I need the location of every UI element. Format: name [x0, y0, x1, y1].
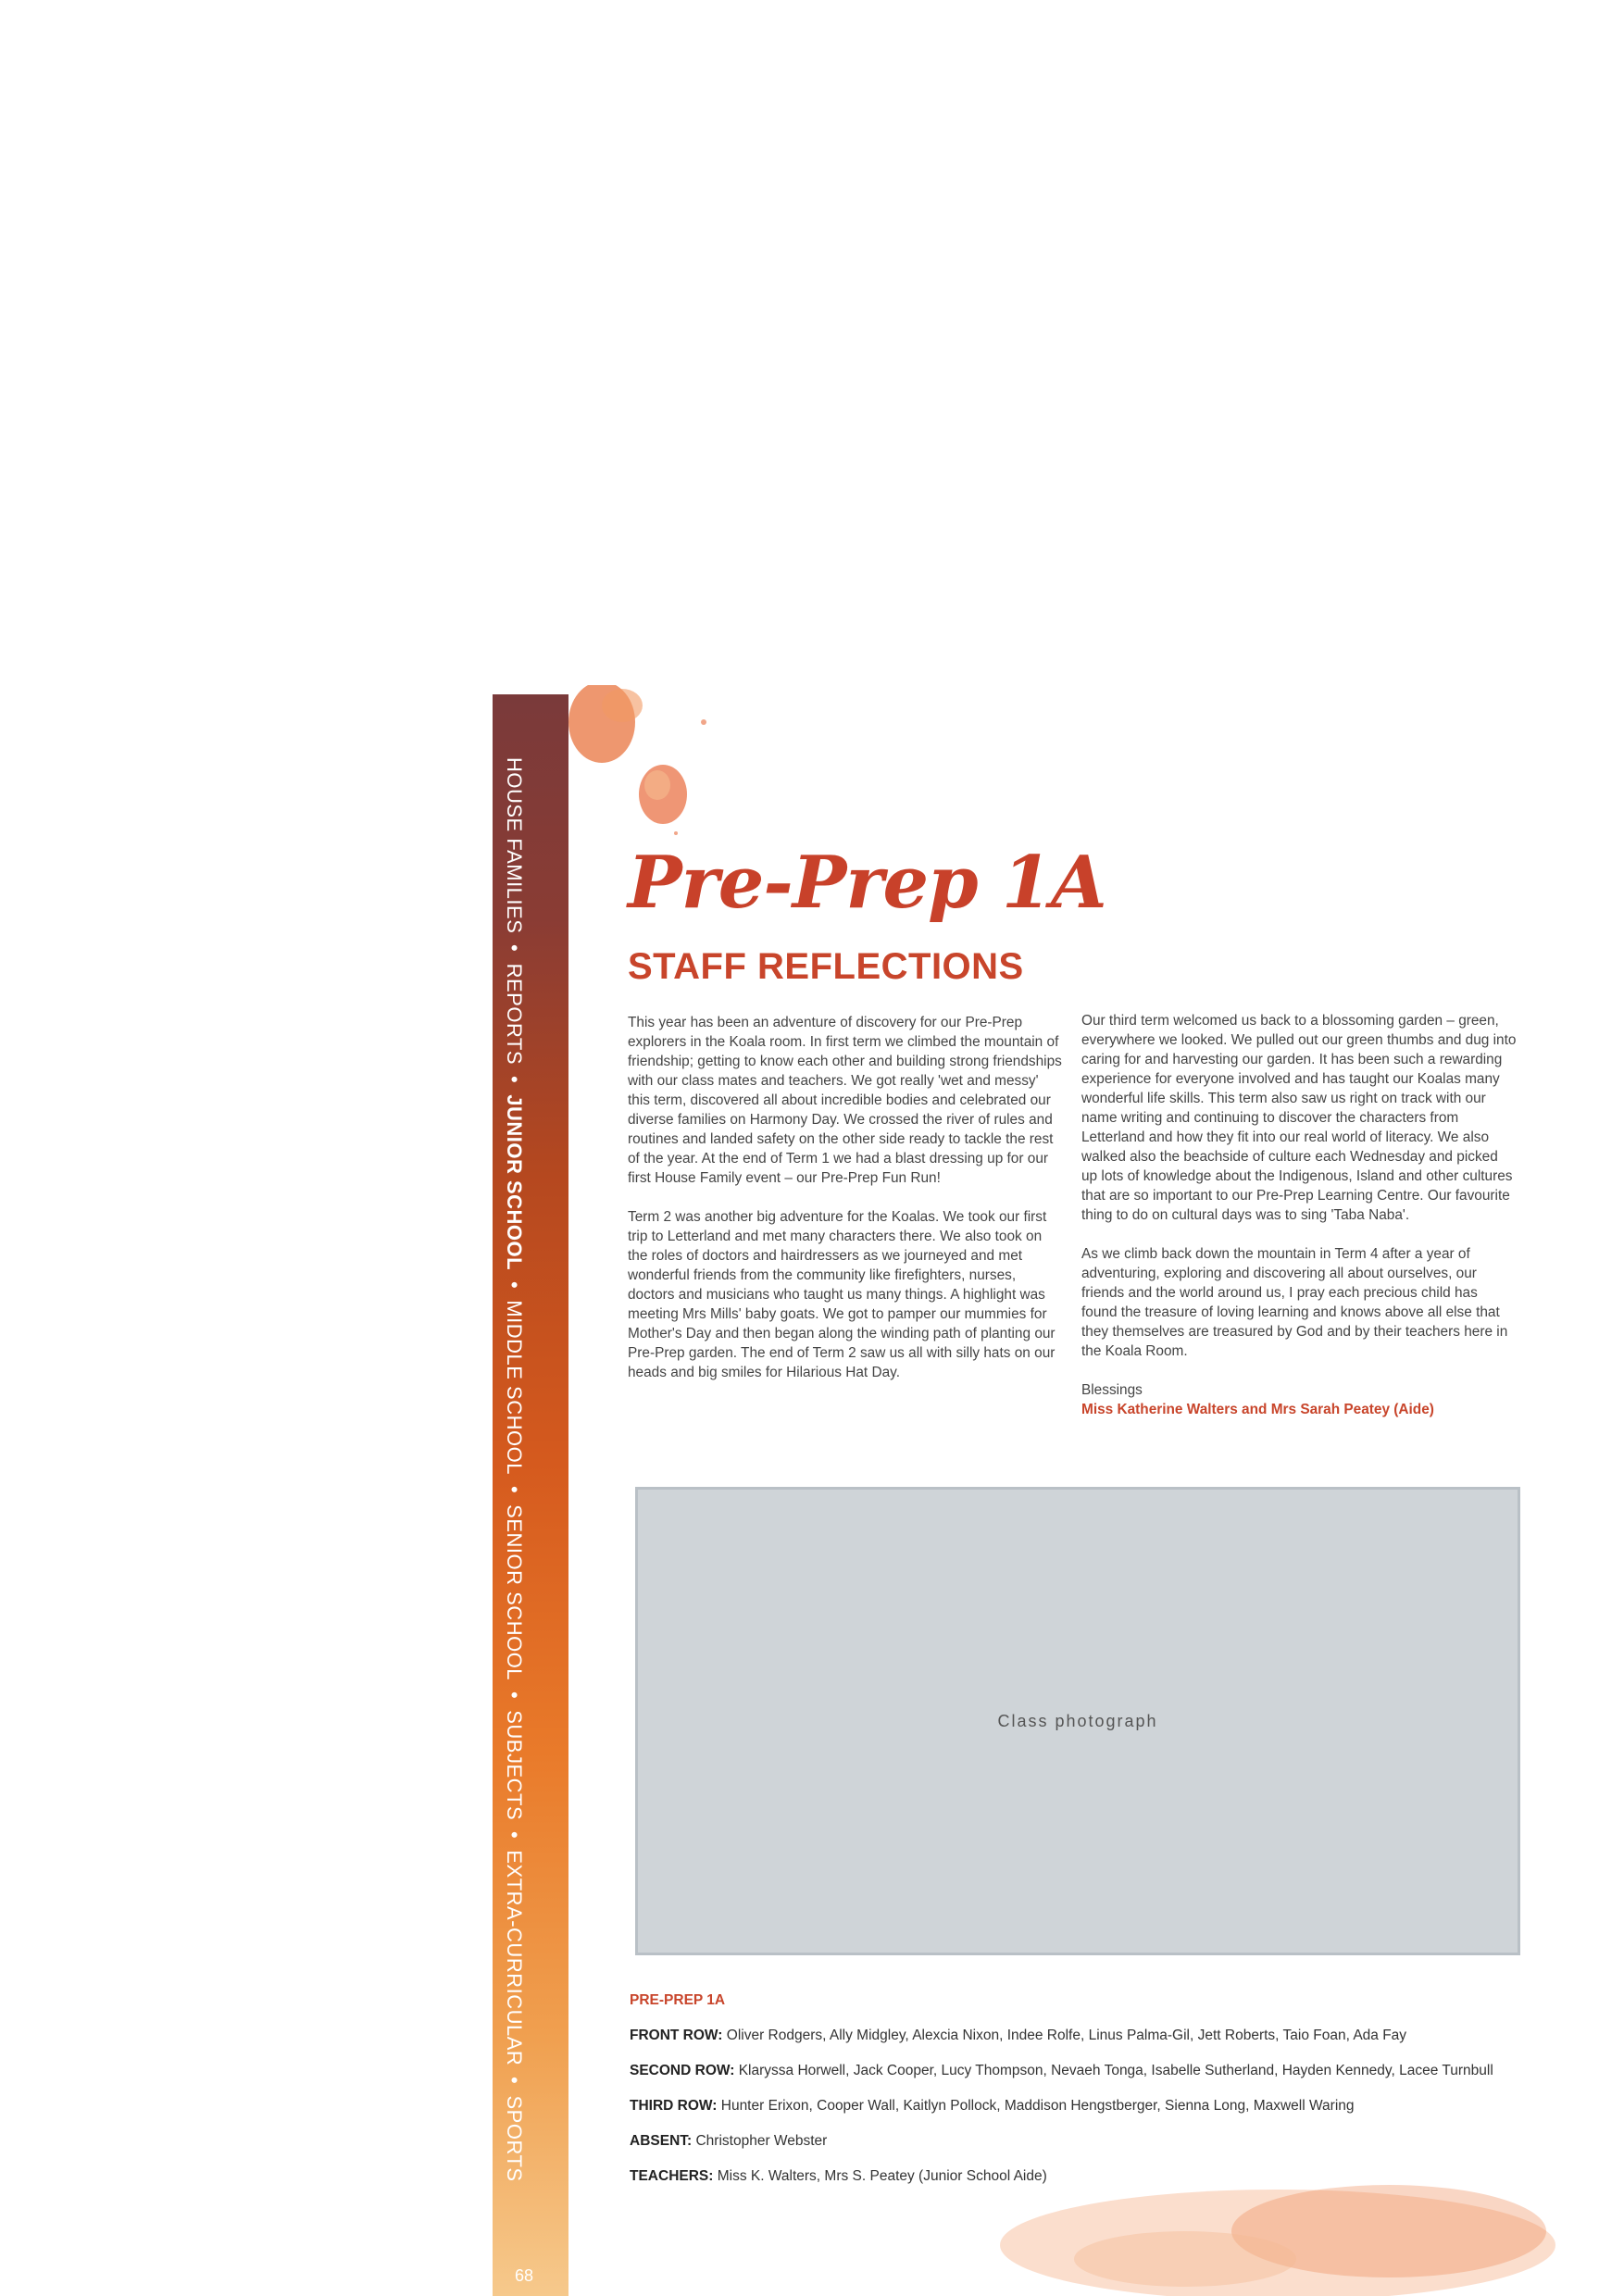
nav-separator: •	[503, 1076, 526, 1084]
roster-label: THIRD ROW:	[630, 2098, 718, 2114]
section-nav-band	[493, 694, 568, 2296]
roster-label: ABSENT:	[630, 2133, 693, 2149]
right-column	[1081, 1011, 1517, 1419]
nav-separator: •	[503, 2077, 526, 2085]
nav-separator: •	[503, 944, 526, 953]
signoff-greeting: Blessings	[1081, 1382, 1143, 1398]
page-number: 68	[515, 2266, 534, 2285]
nav-item-subjects: SUBJECTS	[503, 1710, 526, 1821]
nav-item-sports: SPORTS	[503, 2095, 526, 2182]
roster-class-name: PRE-PREP 1A	[630, 1992, 726, 2008]
roster-names: Oliver Rodgers, Ally Midgley, Alexcia Nixon, Indee Rolfe, Linus Palma-Gil, Jett Roberts, Taio Foan, Ada Fay	[726, 2028, 1407, 2043]
roster-third-row	[630, 2096, 1509, 2116]
nav-item-junior-school-active: JUNIOR SCHOOL	[503, 1094, 526, 1271]
paragraph-term-2: Term 2 was another big adventure for the Koalas. We took our first trip to Letterland and met many characters there. We also took on the roles of doctors and hairdressers as we journeyed and met wonderful friends from the community like firefighters, nurses, doctors and musicians who taught us many things. A highlight was meeting Mrs Mills' baby goats. We got to pamper our mummies for Mother's Day and then began along the winding path of planting our Pre-Prep garden. The end of Term 2 saw us all with silly hats on our heads and big smiles for Hilarious Hat Day.	[628, 1209, 1056, 1380]
nav-separator: •	[503, 1281, 526, 1290]
class-photo	[635, 1487, 1520, 1955]
roster-label: TEACHERS:	[630, 2168, 714, 2184]
paragraph-term-4: As we climb back down the mountain in Term 4 after a year of adventuring, exploring and discovering all about ourselves, our friends and the world around us, I pray each precious child has found the treasure of loving learning and knows above all else that they themselves are treasured by God and by their teachers here in the Koala Room.	[1081, 1246, 1508, 1359]
section-nav	[502, 757, 526, 2182]
section-heading: STAFF REFLECTIONS	[628, 946, 1024, 987]
roster-names: Miss K. Walters, Mrs S. Peatey (Junior School Aide)	[717, 2168, 1047, 2184]
roster-label: SECOND ROW:	[630, 2063, 735, 2078]
nav-item-senior-school: SENIOR SCHOOL	[503, 1504, 526, 1681]
nav-separator: •	[503, 1485, 526, 1494]
roster-names: Christopher Webster	[695, 2133, 828, 2149]
roster-names: Hunter Erixon, Cooper Wall, Kaitlyn Pollock, Maddison Hengstberger, Sienna Long, Maxwell Waring	[720, 2098, 1355, 2114]
class-photo-placeholder: Class photograph	[997, 1711, 1158, 1730]
roster-front-row	[630, 2026, 1509, 2046]
nav-item-reports: REPORTS	[503, 963, 526, 1066]
left-column	[628, 1013, 1063, 1402]
nav-item-extra-curricular: EXTRA-CURRICULAR	[503, 1850, 526, 2066]
roster-second-row	[630, 2061, 1509, 2081]
roster-absent	[630, 2131, 1509, 2152]
nav-item-middle-school: MIDDLE SCHOOL	[503, 1300, 526, 1475]
roster-label: FRONT ROW:	[630, 2028, 723, 2043]
signoff-names: Miss Katherine Walters and Mrs Sarah Peatey (Aide)	[1081, 1402, 1434, 1417]
paragraph-term-1: This year has been an adventure of discovery for our Pre-Prep explorers in the Koala room. In first term we climbed the mountain of friendship; getting to know each other and building strong friendships with our class mates and teachers. We got really 'wet and messy' this term, discovered all about incredible bodies and celebrated our diverse families on Harmony Day. We crossed the river of rules and routines and landed safety on the other side ready to tackle the rest of the year. At the end of Term 1 we had a blast dressing up for our first House Family event – our Pre-Prep Fun Run!	[628, 1015, 1062, 1186]
page-title: Pre-Prep 1A	[628, 841, 1106, 925]
nav-separator: •	[503, 1691, 526, 1700]
paragraph-term-3: Our third term welcomed us back to a blossoming garden – green, everywhere we looked. We pulled out our green thumbs and dug into caring for and harvesting our garden. It has been such a rewarding experience for everyone involved and has taught our Koalas many wonderful life skills. This term also saw us right on track with our name writing and continuing to discover the characters from Letterland and how they fit into our real world of literacy. We also walked also the beachside of culture each Wednesday and picked up lots of knowledge about the Indigenous, Island and other cultures that are so important to our Pre-Prep Learning Centre. Our favourite thing to do on cultural days was to sing 'Taba Naba'.	[1081, 1013, 1517, 1223]
nav-separator: •	[503, 1831, 526, 1840]
roster-names: Klaryssa Horwell, Jack Cooper, Lucy Thompson, Nevaeh Tonga, Isabelle Sutherland, Hayden Kennedy, Lacee Turnbull	[738, 2063, 1493, 2078]
nav-item-house-families: HOUSE FAMILIES	[503, 757, 526, 934]
watercolor-splash-bottom-decoration	[907, 2157, 1555, 2296]
